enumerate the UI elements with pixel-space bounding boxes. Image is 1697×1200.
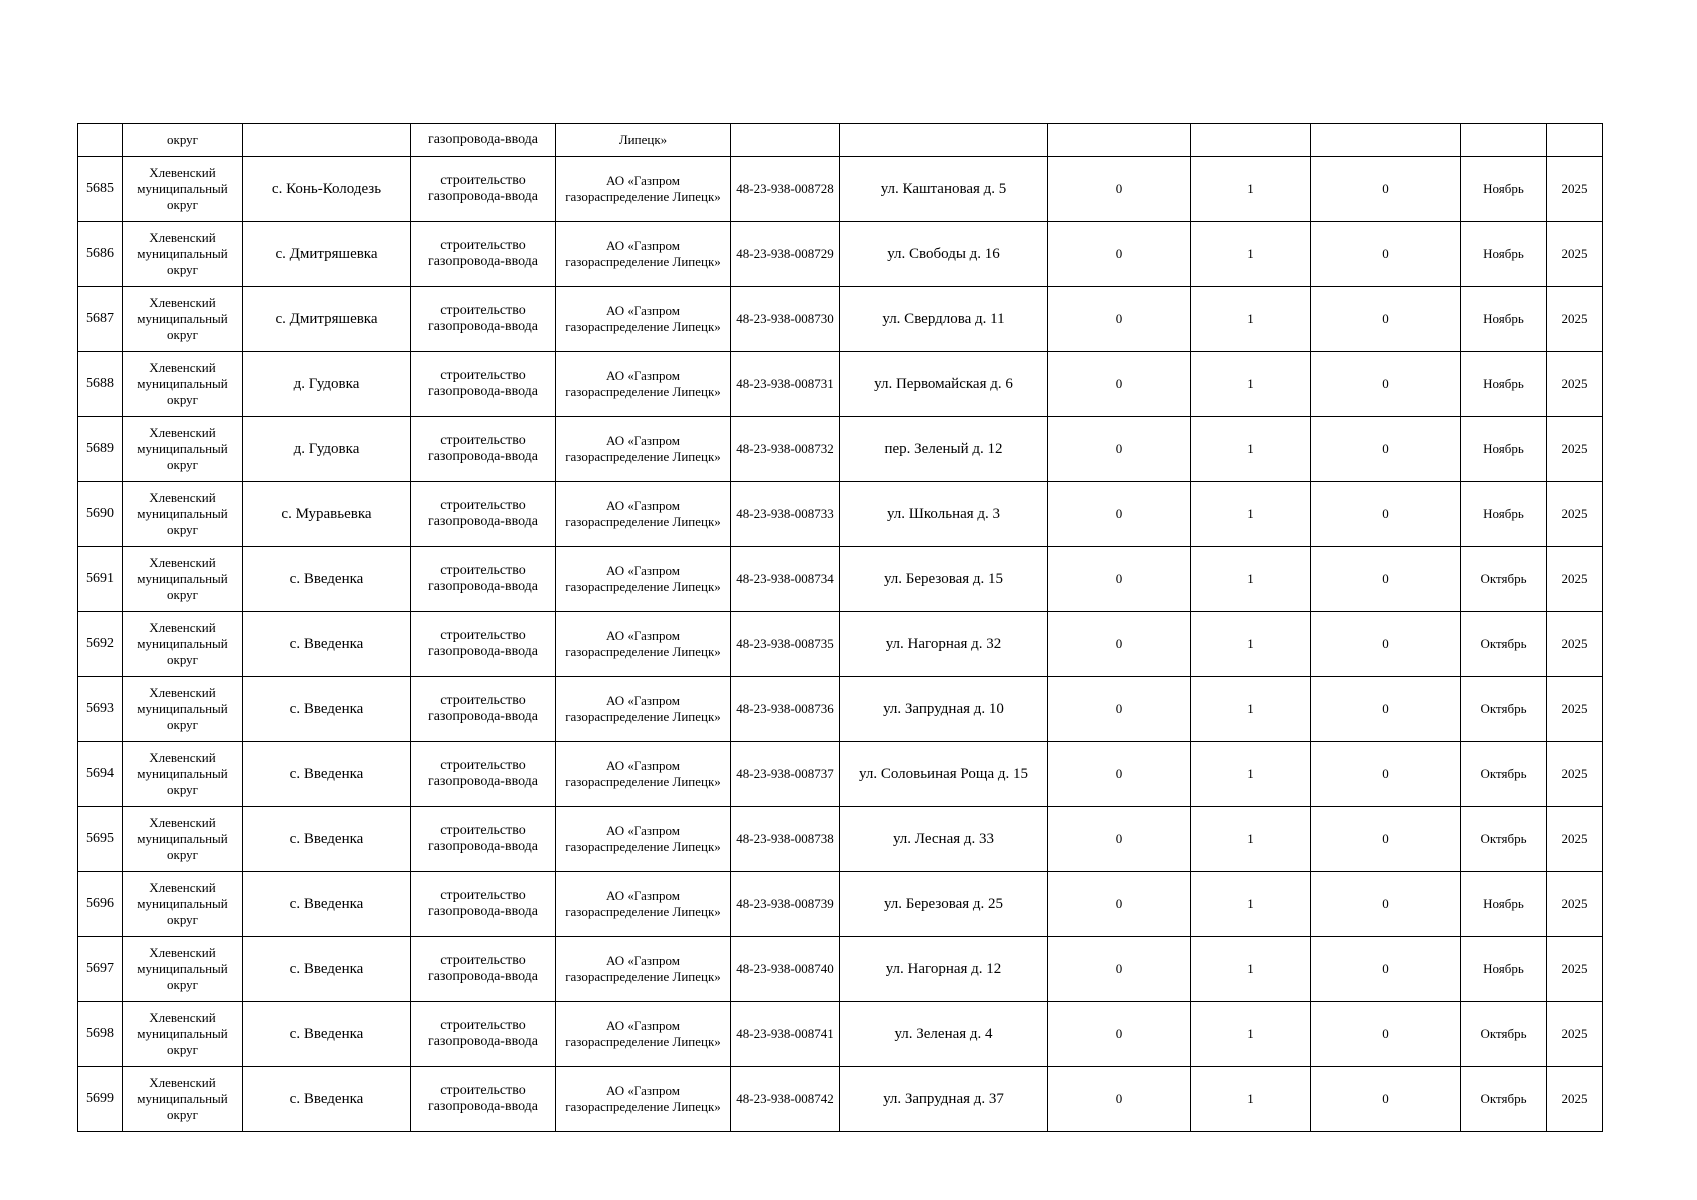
cell-value-1: 0 bbox=[1048, 1002, 1191, 1067]
table-row bbox=[78, 157, 1603, 222]
cell-work-type: строительство газопровода-ввода bbox=[411, 157, 556, 222]
cell-object-code: 48-23-938-008729 bbox=[731, 222, 840, 287]
cell-work-type: строительство газопровода-ввода bbox=[411, 482, 556, 547]
cell-address: ул. Березовая д. 25 bbox=[840, 872, 1048, 937]
cell-district: Хлевенский муниципальный округ bbox=[123, 872, 243, 937]
cell-district: Хлевенский муниципальный округ bbox=[123, 287, 243, 352]
cell-organization: АО «Газпром газораспределение Липецк» bbox=[556, 352, 731, 417]
cell-address: ул. Запрудная д. 37 bbox=[840, 1067, 1048, 1132]
cell-object-code: 48-23-938-008732 bbox=[731, 417, 840, 482]
cell-object-code: 48-23-938-008740 bbox=[731, 937, 840, 1002]
cell-year: 2025 bbox=[1547, 677, 1603, 742]
cell-work-type: строительство газопровода-ввода bbox=[411, 612, 556, 677]
cell-organization: АО «Газпром газораспределение Липецк» bbox=[556, 807, 731, 872]
cell-address: ул. Каштановая д. 5 bbox=[840, 157, 1048, 222]
cell-year: 2025 bbox=[1547, 417, 1603, 482]
cell-value-1: 0 bbox=[1048, 807, 1191, 872]
cell-year: 2025 bbox=[1547, 352, 1603, 417]
cell-value-1: 0 bbox=[1048, 612, 1191, 677]
cell-month: Ноябрь bbox=[1461, 287, 1547, 352]
cell-settlement: с. Введенка bbox=[243, 807, 411, 872]
cell-num: 5689 bbox=[78, 417, 123, 482]
cell-value-2: 1 bbox=[1191, 417, 1311, 482]
cell-object-code: 48-23-938-008728 bbox=[731, 157, 840, 222]
cell-work-type: строительство газопровода-ввода bbox=[411, 547, 556, 612]
cell-work-type: строительство газопровода-ввода bbox=[411, 807, 556, 872]
cell-value-3: 0 bbox=[1311, 157, 1461, 222]
cell-num: 5688 bbox=[78, 352, 123, 417]
cell-year: 2025 bbox=[1547, 1002, 1603, 1067]
cell-object-code: 48-23-938-008741 bbox=[731, 1002, 840, 1067]
cell-organization: АО «Газпром газораспределение Липецк» bbox=[556, 1002, 731, 1067]
table-row bbox=[78, 287, 1603, 352]
cell-address: ул. Свердлова д. 11 bbox=[840, 287, 1048, 352]
cell-value-2: 1 bbox=[1191, 157, 1311, 222]
cell-settlement: с. Конь-Колодезь bbox=[243, 157, 411, 222]
cell-month: Октябрь bbox=[1461, 807, 1547, 872]
cell-address: ул. Зеленая д. 4 bbox=[840, 1002, 1048, 1067]
table-row bbox=[78, 742, 1603, 807]
cell-num: 5698 bbox=[78, 1002, 123, 1067]
cell-month: Октябрь bbox=[1461, 1002, 1547, 1067]
cell-value-3: 0 bbox=[1311, 482, 1461, 547]
cell-object-code: 48-23-938-008737 bbox=[731, 742, 840, 807]
table-row bbox=[78, 547, 1603, 612]
cell-value-3: 0 bbox=[1311, 742, 1461, 807]
cell-object-code bbox=[731, 124, 840, 157]
cell-district: Хлевенский муниципальный округ bbox=[123, 937, 243, 1002]
cell-value-3: 0 bbox=[1311, 807, 1461, 872]
document-page bbox=[77, 123, 1603, 1132]
table-row bbox=[78, 1002, 1603, 1067]
cell-month: Октябрь bbox=[1461, 677, 1547, 742]
cell-settlement: с. Введенка bbox=[243, 742, 411, 807]
cell-address: ул. Березовая д. 15 bbox=[840, 547, 1048, 612]
cell-organization: АО «Газпром газораспределение Липецк» bbox=[556, 742, 731, 807]
cell-address: ул. Нагорная д. 32 bbox=[840, 612, 1048, 677]
cell-value-1: 0 bbox=[1048, 352, 1191, 417]
cell-district: Хлевенский муниципальный округ bbox=[123, 222, 243, 287]
cell-object-code: 48-23-938-008730 bbox=[731, 287, 840, 352]
cell-value-1: 0 bbox=[1048, 482, 1191, 547]
cell-month bbox=[1461, 124, 1547, 157]
cell-settlement: с. Муравьевка bbox=[243, 482, 411, 547]
cell-value-3: 0 bbox=[1311, 417, 1461, 482]
cell-year: 2025 bbox=[1547, 807, 1603, 872]
cell-work-type: строительство газопровода-ввода bbox=[411, 417, 556, 482]
cell-value-2: 1 bbox=[1191, 222, 1311, 287]
cell-value-2: 1 bbox=[1191, 1067, 1311, 1132]
cell-num: 5687 bbox=[78, 287, 123, 352]
cell-settlement: с. Введенка bbox=[243, 872, 411, 937]
cell-address: пер. Зеленый д. 12 bbox=[840, 417, 1048, 482]
cell-value-2: 1 bbox=[1191, 482, 1311, 547]
cell-settlement: с. Введенка bbox=[243, 612, 411, 677]
cell-year: 2025 bbox=[1547, 872, 1603, 937]
cell-settlement: с. Введенка bbox=[243, 1067, 411, 1132]
cell-num: 5693 bbox=[78, 677, 123, 742]
cell-value-2: 1 bbox=[1191, 352, 1311, 417]
cell-district: Хлевенский муниципальный округ bbox=[123, 1067, 243, 1132]
table-body bbox=[78, 124, 1603, 1132]
cell-object-code: 48-23-938-008739 bbox=[731, 872, 840, 937]
cell-organization: АО «Газпром газораспределение Липецк» bbox=[556, 547, 731, 612]
cell-work-type: строительство газопровода-ввода bbox=[411, 352, 556, 417]
cell-settlement: с. Дмитряшевка bbox=[243, 287, 411, 352]
cell-work-type: строительство газопровода-ввода bbox=[411, 742, 556, 807]
cell-value-2 bbox=[1191, 124, 1311, 157]
cell-district: Хлевенский муниципальный округ bbox=[123, 157, 243, 222]
cell-object-code: 48-23-938-008742 bbox=[731, 1067, 840, 1132]
cell-address: ул. Свободы д. 16 bbox=[840, 222, 1048, 287]
cell-num bbox=[78, 124, 123, 157]
cell-year: 2025 bbox=[1547, 287, 1603, 352]
table-row bbox=[78, 417, 1603, 482]
cell-value-3: 0 bbox=[1311, 612, 1461, 677]
cell-year: 2025 bbox=[1547, 742, 1603, 807]
cell-month: Ноябрь bbox=[1461, 417, 1547, 482]
cell-address: ул. Запрудная д. 10 bbox=[840, 677, 1048, 742]
cell-num: 5699 bbox=[78, 1067, 123, 1132]
cell-year: 2025 bbox=[1547, 157, 1603, 222]
cell-work-type: строительство газопровода-ввода bbox=[411, 937, 556, 1002]
cell-value-3: 0 bbox=[1311, 222, 1461, 287]
cell-num: 5691 bbox=[78, 547, 123, 612]
cell-num: 5696 bbox=[78, 872, 123, 937]
cell-object-code: 48-23-938-008734 bbox=[731, 547, 840, 612]
cell-month: Октябрь bbox=[1461, 547, 1547, 612]
cell-value-3: 0 bbox=[1311, 547, 1461, 612]
cell-work-type: строительство газопровода-ввода bbox=[411, 222, 556, 287]
cell-value-3: 0 bbox=[1311, 1067, 1461, 1132]
cell-month: Ноябрь bbox=[1461, 937, 1547, 1002]
cell-district: Хлевенский муниципальный округ bbox=[123, 482, 243, 547]
cell-month: Ноябрь bbox=[1461, 352, 1547, 417]
cell-month: Ноябрь bbox=[1461, 157, 1547, 222]
cell-work-type: строительство газопровода-ввода bbox=[411, 287, 556, 352]
table-row bbox=[78, 807, 1603, 872]
cell-year: 2025 bbox=[1547, 612, 1603, 677]
cell-work-type: строительство газопровода-ввода bbox=[411, 1002, 556, 1067]
cell-organization: АО «Газпром газораспределение Липецк» bbox=[556, 287, 731, 352]
cell-year bbox=[1547, 124, 1603, 157]
cell-object-code: 48-23-938-008735 bbox=[731, 612, 840, 677]
cell-value-1 bbox=[1048, 124, 1191, 157]
cell-district: Хлевенский муниципальный округ bbox=[123, 1002, 243, 1067]
table-row bbox=[78, 352, 1603, 417]
cell-settlement bbox=[243, 124, 411, 157]
cell-value-3: 0 bbox=[1311, 872, 1461, 937]
cell-value-2: 1 bbox=[1191, 1002, 1311, 1067]
cell-district: Хлевенский муниципальный округ bbox=[123, 547, 243, 612]
cell-work-type: строительство газопровода-ввода bbox=[411, 677, 556, 742]
cell-district: Хлевенский муниципальный округ bbox=[123, 352, 243, 417]
cell-organization: АО «Газпром газораспределение Липецк» bbox=[556, 157, 731, 222]
gas-connection-table bbox=[77, 123, 1603, 1132]
cell-value-3: 0 bbox=[1311, 1002, 1461, 1067]
cell-value-1: 0 bbox=[1048, 742, 1191, 807]
cell-district: Хлевенский муниципальный округ bbox=[123, 612, 243, 677]
cell-month: Октябрь bbox=[1461, 612, 1547, 677]
cell-work-type: строительство газопровода-ввода bbox=[411, 872, 556, 937]
cell-month: Ноябрь bbox=[1461, 872, 1547, 937]
cell-value-1: 0 bbox=[1048, 222, 1191, 287]
cell-value-1: 0 bbox=[1048, 547, 1191, 612]
cell-year: 2025 bbox=[1547, 222, 1603, 287]
cell-address: ул. Лесная д. 33 bbox=[840, 807, 1048, 872]
cell-value-1: 0 bbox=[1048, 872, 1191, 937]
cell-year: 2025 bbox=[1547, 937, 1603, 1002]
table-row bbox=[78, 677, 1603, 742]
table-row-continued bbox=[78, 124, 1603, 157]
cell-settlement: с. Дмитряшевка bbox=[243, 222, 411, 287]
cell-value-3: 0 bbox=[1311, 677, 1461, 742]
cell-settlement: с. Введенка bbox=[243, 937, 411, 1002]
cell-value-2: 1 bbox=[1191, 937, 1311, 1002]
cell-month: Ноябрь bbox=[1461, 222, 1547, 287]
cell-value-1: 0 bbox=[1048, 677, 1191, 742]
cell-settlement: с. Введенка bbox=[243, 547, 411, 612]
cell-address: ул. Соловьиная Роща д. 15 bbox=[840, 742, 1048, 807]
table-row bbox=[78, 937, 1603, 1002]
cell-month: Ноябрь bbox=[1461, 482, 1547, 547]
cell-settlement: д. Гудовка bbox=[243, 352, 411, 417]
cell-value-2: 1 bbox=[1191, 807, 1311, 872]
cell-settlement: с. Введенка bbox=[243, 1002, 411, 1067]
cell-work-type: газопровода-ввода bbox=[411, 124, 556, 157]
cell-value-2: 1 bbox=[1191, 742, 1311, 807]
cell-value-2: 1 bbox=[1191, 287, 1311, 352]
cell-object-code: 48-23-938-008733 bbox=[731, 482, 840, 547]
cell-value-2: 1 bbox=[1191, 677, 1311, 742]
cell-value-3: 0 bbox=[1311, 937, 1461, 1002]
cell-value-2: 1 bbox=[1191, 612, 1311, 677]
cell-year: 2025 bbox=[1547, 547, 1603, 612]
cell-num: 5686 bbox=[78, 222, 123, 287]
cell-address: ул. Школьная д. 3 bbox=[840, 482, 1048, 547]
cell-year: 2025 bbox=[1547, 482, 1603, 547]
cell-num: 5695 bbox=[78, 807, 123, 872]
cell-object-code: 48-23-938-008736 bbox=[731, 677, 840, 742]
cell-district: Хлевенский муниципальный округ bbox=[123, 742, 243, 807]
table-row bbox=[78, 1067, 1603, 1132]
cell-organization: АО «Газпром газораспределение Липецк» bbox=[556, 1067, 731, 1132]
cell-value-1: 0 bbox=[1048, 937, 1191, 1002]
cell-month: Октябрь bbox=[1461, 1067, 1547, 1132]
cell-settlement: д. Гудовка bbox=[243, 417, 411, 482]
cell-district: Хлевенский муниципальный округ bbox=[123, 417, 243, 482]
cell-organization: АО «Газпром газораспределение Липецк» bbox=[556, 612, 731, 677]
cell-district: Хлевенский муниципальный округ bbox=[123, 677, 243, 742]
cell-value-1: 0 bbox=[1048, 417, 1191, 482]
cell-num: 5685 bbox=[78, 157, 123, 222]
cell-district: Хлевенский муниципальный округ bbox=[123, 807, 243, 872]
cell-address bbox=[840, 124, 1048, 157]
cell-value-3 bbox=[1311, 124, 1461, 157]
cell-value-1: 0 bbox=[1048, 1067, 1191, 1132]
cell-district: округ bbox=[123, 124, 243, 157]
cell-value-2: 1 bbox=[1191, 872, 1311, 937]
cell-object-code: 48-23-938-008738 bbox=[731, 807, 840, 872]
cell-organization: АО «Газпром газораспределение Липецк» bbox=[556, 677, 731, 742]
cell-num: 5692 bbox=[78, 612, 123, 677]
cell-num: 5694 bbox=[78, 742, 123, 807]
cell-year: 2025 bbox=[1547, 1067, 1603, 1132]
cell-organization: АО «Газпром газораспределение Липецк» bbox=[556, 872, 731, 937]
cell-settlement: с. Введенка bbox=[243, 677, 411, 742]
table-row bbox=[78, 872, 1603, 937]
cell-value-1: 0 bbox=[1048, 157, 1191, 222]
table-row bbox=[78, 612, 1603, 677]
cell-month: Октябрь bbox=[1461, 742, 1547, 807]
cell-organization: АО «Газпром газораспределение Липецк» bbox=[556, 937, 731, 1002]
cell-num: 5690 bbox=[78, 482, 123, 547]
cell-work-type: строительство газопровода-ввода bbox=[411, 1067, 556, 1132]
cell-num: 5697 bbox=[78, 937, 123, 1002]
cell-address: ул. Нагорная д. 12 bbox=[840, 937, 1048, 1002]
cell-value-3: 0 bbox=[1311, 352, 1461, 417]
cell-object-code: 48-23-938-008731 bbox=[731, 352, 840, 417]
cell-value-2: 1 bbox=[1191, 547, 1311, 612]
cell-organization: Липецк» bbox=[556, 124, 731, 157]
cell-organization: АО «Газпром газораспределение Липецк» bbox=[556, 222, 731, 287]
cell-value-3: 0 bbox=[1311, 287, 1461, 352]
table-row bbox=[78, 222, 1603, 287]
cell-organization: АО «Газпром газораспределение Липецк» bbox=[556, 417, 731, 482]
cell-organization: АО «Газпром газораспределение Липецк» bbox=[556, 482, 731, 547]
cell-address: ул. Первомайская д. 6 bbox=[840, 352, 1048, 417]
table-row bbox=[78, 482, 1603, 547]
cell-value-1: 0 bbox=[1048, 287, 1191, 352]
